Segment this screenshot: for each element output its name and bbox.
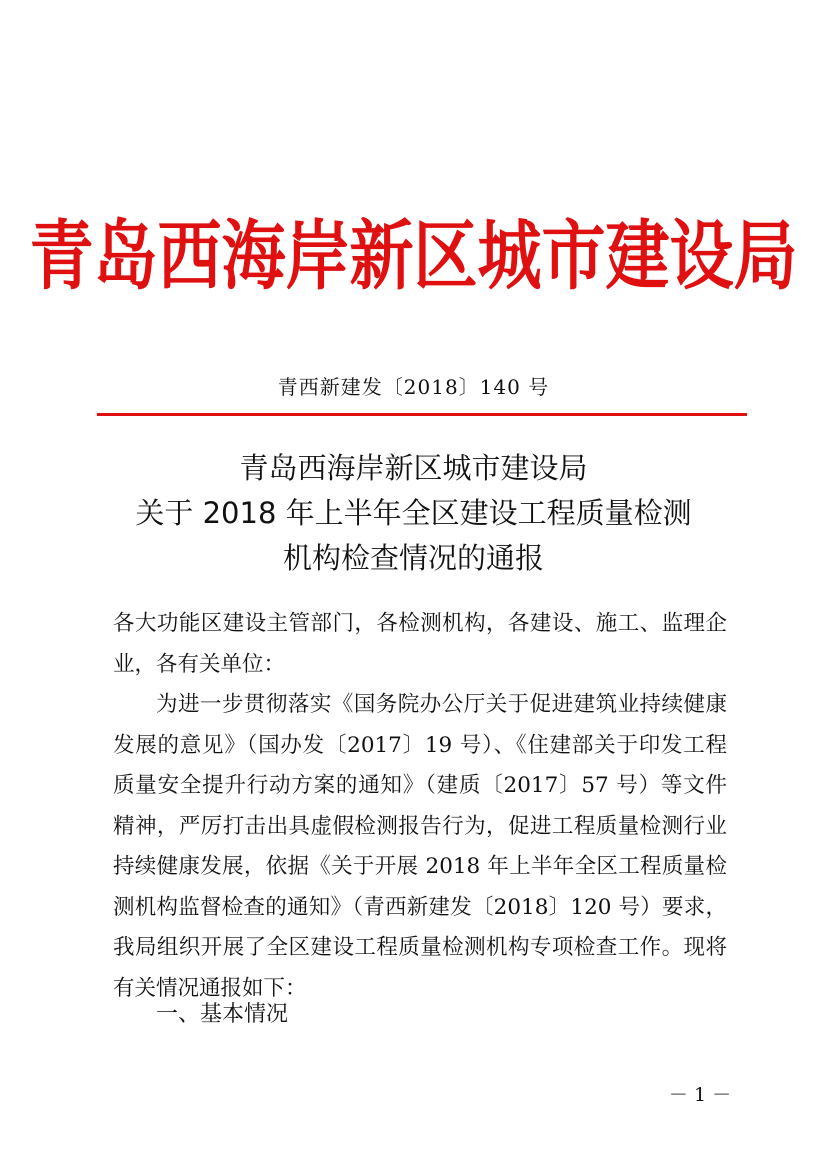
page-number: － 1 － xyxy=(668,1084,732,1106)
document-number: 青西新建发〔2018〕140 号 xyxy=(277,375,550,399)
title-line-1: 青岛西海岸新区城市建设局 xyxy=(239,451,588,485)
title-line-3: 机构检查情况的通报 xyxy=(282,541,544,575)
body-paragraph-1: 为进一步贯彻落实《国务院办公厅关于促进建筑业持续健康发展的意见》（国办发〔2017〕19 号）、《住建部关于印发工程质量安全提升行动方案的通知》（建质〔2017〕57 号）等文件精神，严厉打击出具虚假检测报告行为，促进工程质量检测行业持续健康发展，依据《关于开展 2018 年上半年全区工程质量检测机构监督检查的通知》（青西新建发〔2018〕120 号）要求，我局组织开展了全区建设工程质量检测机构专项检查工作。现将有关情况通报如下： xyxy=(113,692,727,1001)
issuer-masthead: 青岛西海岸新区城市建设局 xyxy=(29,213,798,301)
document-body xyxy=(113,604,727,1009)
addressee-paragraph: 各大功能区建设主管部门，各检测机构，各建设、施工、监理企业，各有关单位： xyxy=(113,611,727,677)
red-divider-rule xyxy=(97,413,747,416)
document-title xyxy=(0,446,827,581)
section-heading-1: 一、基本情况 xyxy=(156,1002,289,1027)
title-line-2: 关于 2018 年上半年全区建设工程质量检测 xyxy=(135,496,692,530)
